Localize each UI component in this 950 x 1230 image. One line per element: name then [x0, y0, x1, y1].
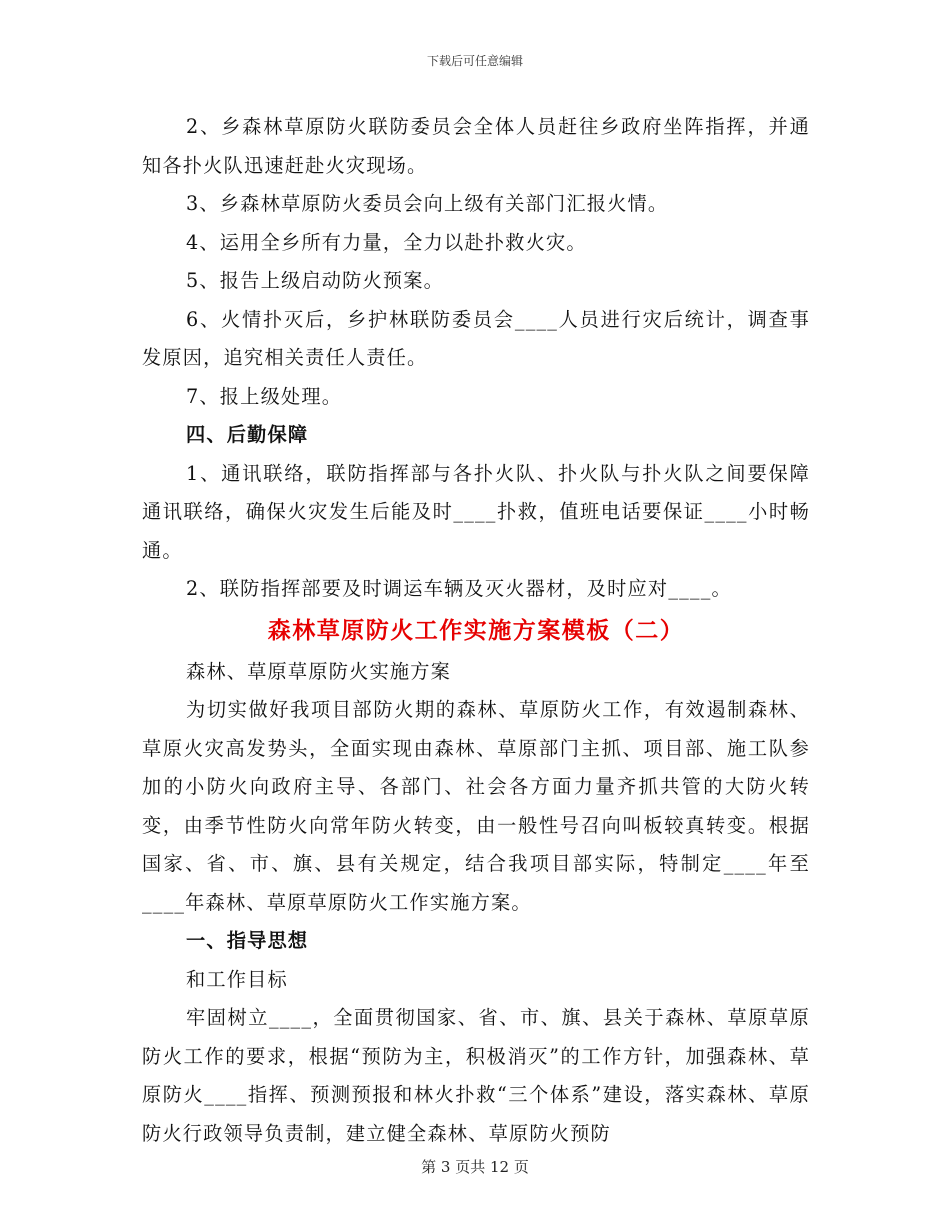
paragraph-item-7: 7、报上级处理。 — [186, 384, 343, 408]
paragraph-work-goal: 和工作目标 — [186, 967, 288, 991]
page-footer: 第 3 页共 12 页 — [421, 1158, 529, 1176]
document-body — [142, 108, 810, 1153]
plan-subtitle: 森林、草原草原防火实施方案 — [186, 659, 452, 683]
paragraph-intro: 为切实做好我项目部防火期的森林、草原防火工作，有效遏制森林、草原火灾高发势头，全面实现由森林、草原部门主抓、项目部、施工队参加的小防火向政府主导、各部门、社会各方面力量齐抓共管的大防火转变，由季节性防火向常年防火转变，由一般性号召向叫板较真转变。根据国家、省、市、旗、县有关规定，结合我项目部实际，特制定____年至____年森林、草原草原防火工作实施方案。 — [142, 698, 810, 914]
paragraph-item-2: 2、乡森林草原防火联防委员会全体人员赶往乡政府坐阵指挥，并通知各扑火队迅速赶赴火灾现场。 — [142, 115, 810, 177]
document-title: 森林草原防火工作实施方案模板（二） — [267, 616, 685, 644]
paragraph-guiding-body: 牢固树立____，全面贯彻国家、省、市、旗、县关于森林、草原草原防火工作的要求，根据“预防为主，积极消灭”的工作方针，加强森林、草原防火____指挥、预测预报和林火扑救“三个体系”建设，落实森林、草原防火行政领导负责制，建立健全森林、草原防火预防 — [142, 1006, 810, 1145]
paragraph-item-5: 5、报告上级启动防火预案。 — [186, 269, 445, 292]
paragraph-logistics-1: 1、通讯联络，联防指挥部与各扑火队、扑火队与扑火队之间要保障通讯联络，确保火灾发生后能及时____扑救，值班电话要保证____小时畅通。 — [142, 461, 810, 562]
paragraph-item-6: 6、火情扑灭后，乡护林联防委员会____人员进行灾后统计，调查事发原因，追究相关责任人责任。 — [142, 307, 810, 369]
section-heading-guiding-thought: 一、指导思想 — [186, 929, 309, 952]
section-heading-logistics: 四、后勤保障 — [186, 423, 309, 446]
paragraph-logistics-2: 2、联防指挥部要及时调运车辆及灭火器材，及时应对____。 — [186, 577, 732, 600]
paragraph-item-4: 4、运用全乡所有力量，全力以赴扑救火灾。 — [186, 230, 587, 254]
page-header: 下载后可任意编辑 — [426, 54, 523, 68]
paragraph-item-3: 3、乡森林草原防火委员会向上级有关部门汇报火情。 — [186, 192, 669, 215]
